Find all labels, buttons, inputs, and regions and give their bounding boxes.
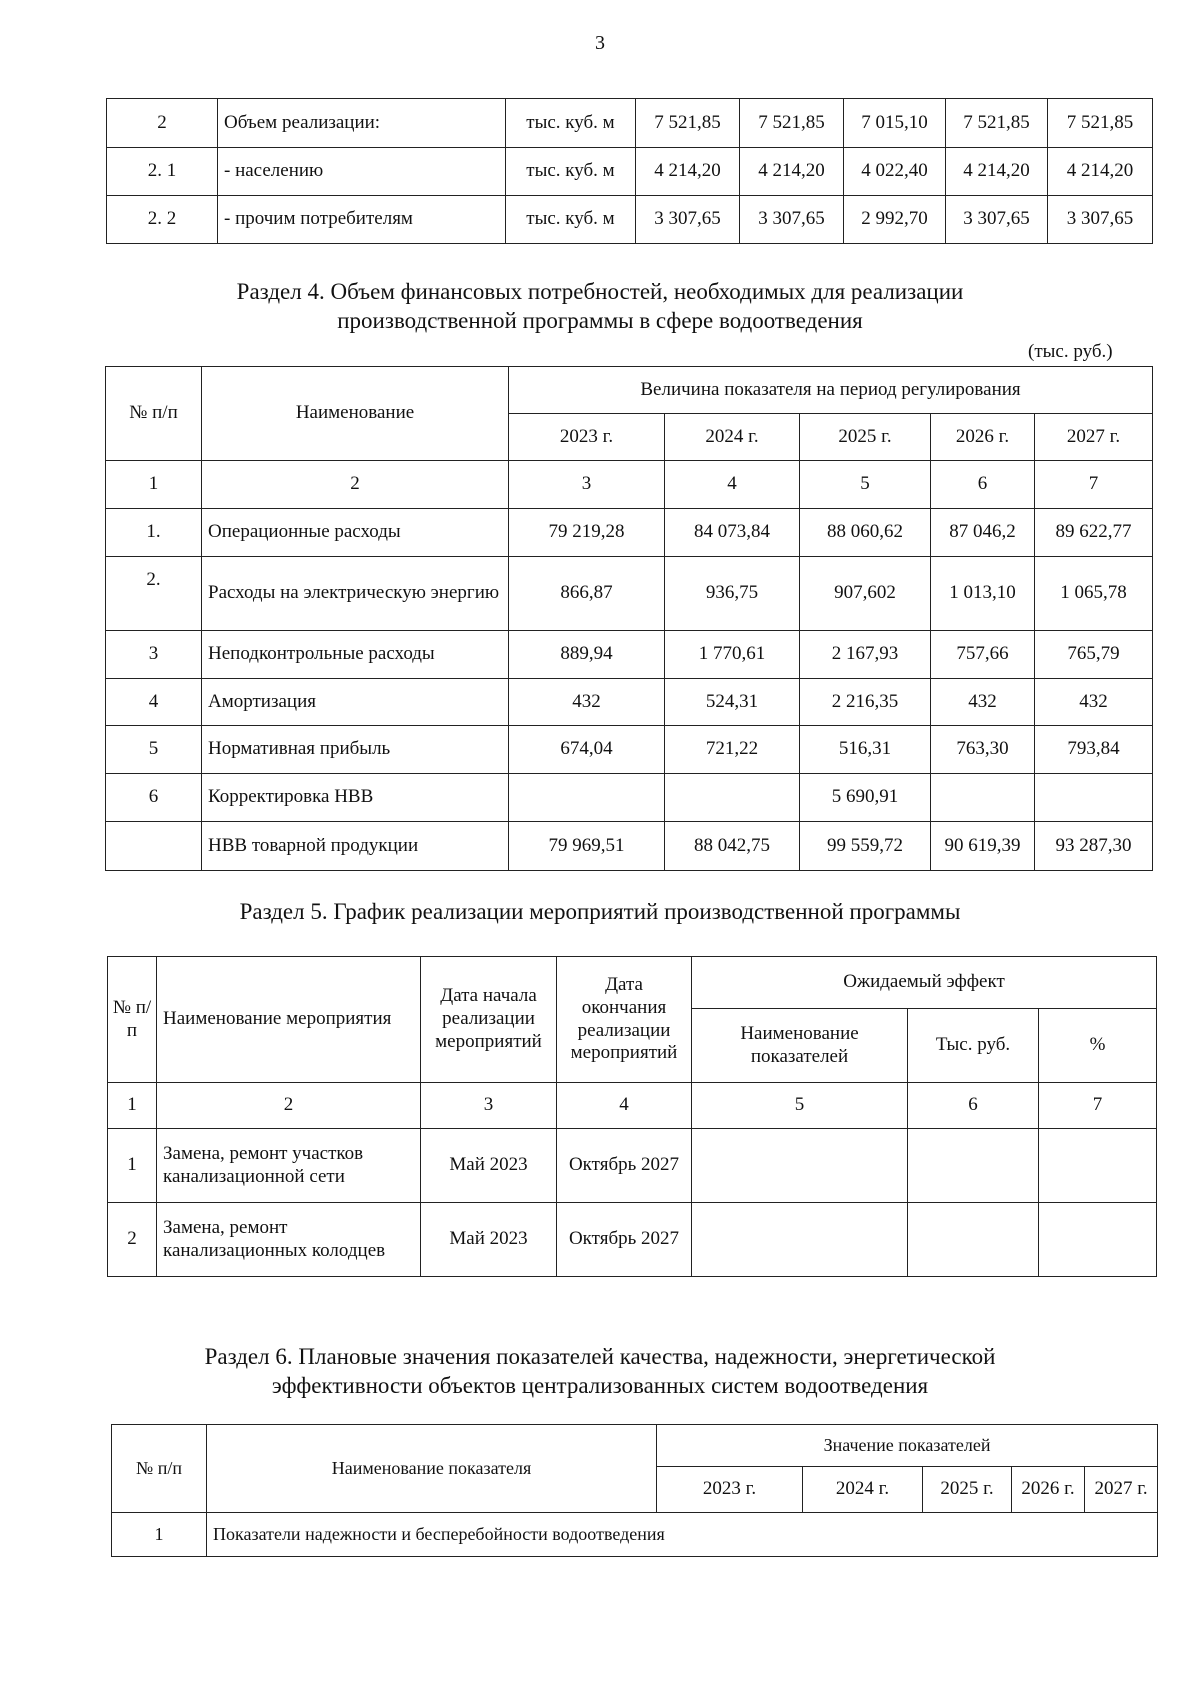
col-number: 5 — [800, 461, 931, 509]
table-col-numbers-row — [108, 1083, 1157, 1129]
cell: 90 619,39 — [931, 822, 1035, 871]
col-number: 6 — [908, 1083, 1039, 1129]
header-year: 2027 г. — [1085, 1467, 1158, 1513]
col-number: 3 — [421, 1083, 557, 1129]
cell: 4 022,40 — [844, 148, 946, 196]
cell: 524,31 — [665, 679, 800, 726]
cell: 4 214,20 — [1048, 148, 1153, 196]
cell: 2 167,93 — [800, 631, 931, 679]
cell: 765,79 — [1035, 631, 1153, 679]
cell: 516,31 — [800, 726, 931, 774]
cell: 1. — [106, 509, 202, 557]
col-number: 5 — [692, 1083, 908, 1129]
table-row — [108, 1129, 1157, 1203]
cell: Май 2023 — [421, 1203, 557, 1277]
table-header-row — [106, 367, 1153, 414]
table-header-row — [108, 957, 1157, 1009]
cell: Май 2023 — [421, 1129, 557, 1203]
cell: - прочим потребителям — [218, 196, 506, 244]
cell: 89 622,77 — [1035, 509, 1153, 557]
cell: 3 307,65 — [1048, 196, 1153, 244]
header-year: 2024 г. — [803, 1467, 923, 1513]
cell: 3 307,65 — [946, 196, 1048, 244]
cell: Амортизация — [202, 679, 509, 726]
page-number: 3 — [595, 32, 605, 54]
col-number: 3 — [509, 461, 665, 509]
table-header-row — [112, 1425, 1158, 1467]
cell: Объем реализации: — [218, 99, 506, 148]
section5-title: Раздел 5. График реализации мероприятий производственной программы — [239, 899, 961, 924]
header-percent: % — [1039, 1009, 1157, 1083]
cell: Операционные расходы — [202, 509, 509, 557]
cell: 1 770,61 — [665, 631, 800, 679]
col-number: 2 — [202, 461, 509, 509]
cell: 88 042,75 — [665, 822, 800, 871]
col-number: 7 — [1039, 1083, 1157, 1129]
section4-title — [0, 277, 1200, 335]
cell: 889,94 — [509, 631, 665, 679]
header-num: № п/п — [112, 1425, 207, 1513]
cell: 7 015,10 — [844, 99, 946, 148]
table-col-numbers-row — [106, 461, 1153, 509]
cell: 907,602 — [800, 557, 931, 631]
cell: 763,30 — [931, 726, 1035, 774]
cell: 432 — [1035, 679, 1153, 726]
cell: 866,87 — [509, 557, 665, 631]
cell: 2 216,35 — [800, 679, 931, 726]
cell: Октябрь 2027 — [557, 1203, 692, 1277]
col-number: 4 — [665, 461, 800, 509]
cell — [1035, 774, 1153, 822]
header-num: № п/п — [106, 367, 202, 461]
section5-table — [107, 956, 1157, 1277]
header-year: 2025 г. — [800, 414, 931, 461]
cell: НВВ товарной продукции — [202, 822, 509, 871]
cell: Нормативная прибыль — [202, 726, 509, 774]
cell: 3 307,65 — [636, 196, 740, 244]
cell: тыс. куб. м — [506, 196, 636, 244]
header-name: Наименование мероприятия — [157, 957, 421, 1083]
cell: 5 690,91 — [800, 774, 931, 822]
cell: 7 521,85 — [740, 99, 844, 148]
cell: Неподконтрольные расходы — [202, 631, 509, 679]
cell: 3 — [106, 631, 202, 679]
section6-table — [111, 1424, 1158, 1557]
header-num: № п/п — [108, 957, 157, 1083]
table-row — [112, 1513, 1158, 1557]
section4-unit-note: (тыс. руб.) — [1028, 341, 1113, 362]
table-row — [106, 726, 1153, 774]
cell: 2 — [108, 1203, 157, 1277]
header-year: 2026 г. — [931, 414, 1035, 461]
cell: Расходы на электрическую энергию — [202, 557, 509, 631]
cell: Корректировка НВВ — [202, 774, 509, 822]
table-row — [108, 1203, 1157, 1277]
cell: Замена, ремонт участков канализационной сети — [157, 1129, 421, 1203]
cell: 2 — [107, 99, 218, 148]
table-row — [106, 509, 1153, 557]
header-year: 2023 г. — [657, 1467, 803, 1513]
cell: 99 559,72 — [800, 822, 931, 871]
section6-title-line2: эффективности объектов централизованных систем водоотведения — [271, 1373, 929, 1398]
cell: 79 219,28 — [509, 509, 665, 557]
cell: 93 287,30 — [1035, 822, 1153, 871]
cell: 1 — [108, 1129, 157, 1203]
cell: 4 214,20 — [636, 148, 740, 196]
header-effect: Ожидаемый эффект — [692, 957, 1157, 1009]
cell-empty — [1039, 1129, 1157, 1203]
cell: 2. 2 — [107, 196, 218, 244]
cell: 3 307,65 — [740, 196, 844, 244]
cell: 7 521,85 — [636, 99, 740, 148]
table-row — [106, 679, 1153, 726]
cell — [931, 774, 1035, 822]
header-year: 2027 г. — [1035, 414, 1153, 461]
table-row — [107, 196, 1153, 244]
header-thousand-rub: Тыс. руб. — [908, 1009, 1039, 1083]
header-year: 2025 г. — [923, 1467, 1012, 1513]
cell-empty — [1039, 1203, 1157, 1277]
header-start: Дата начала реализации мероприятий — [421, 957, 557, 1083]
header-name: Наименование — [202, 367, 509, 461]
header-values: Значение показателей — [657, 1425, 1158, 1467]
cell: 1 — [112, 1513, 207, 1557]
section6-title-line1: Раздел 6. Плановые значения показателей качества, надежности, энергетической — [204, 1344, 996, 1369]
cell: 793,84 — [1035, 726, 1153, 774]
cell: 4 — [106, 679, 202, 726]
col-number: 6 — [931, 461, 1035, 509]
cell: 84 073,84 — [665, 509, 800, 557]
cell: Октябрь 2027 — [557, 1129, 692, 1203]
cell: 721,22 — [665, 726, 800, 774]
cell: Замена, ремонт канализационных колодцев — [157, 1203, 421, 1277]
table-row — [106, 557, 1153, 631]
cell — [106, 822, 202, 871]
cell: 432 — [509, 679, 665, 726]
cell-empty — [908, 1203, 1039, 1277]
table-row — [107, 99, 1153, 148]
cell: 1 013,10 — [931, 557, 1035, 631]
table-row-total — [106, 822, 1153, 871]
cell: 5 — [106, 726, 202, 774]
section4-title-line1: Раздел 4. Объем финансовых потребностей, необходимых для реализации — [236, 279, 964, 304]
header-name: Наименование показателя — [207, 1425, 657, 1513]
section4-title-line2: производственной программы в сфере водоотведения — [337, 308, 863, 333]
cell: 674,04 — [509, 726, 665, 774]
cell: 2. — [106, 557, 202, 631]
cell: 4 214,20 — [740, 148, 844, 196]
cell: 936,75 — [665, 557, 800, 631]
cell-empty — [908, 1129, 1039, 1203]
cell: Показатели надежности и бесперебойности водоотведения — [207, 1513, 1158, 1557]
cell: 432 — [931, 679, 1035, 726]
header-year: 2026 г. — [1012, 1467, 1085, 1513]
cell: 1 065,78 — [1035, 557, 1153, 631]
cell-empty — [692, 1203, 908, 1277]
cell — [509, 774, 665, 822]
cell: 87 046,2 — [931, 509, 1035, 557]
cell: 6 — [106, 774, 202, 822]
cell: 2. 1 — [107, 148, 218, 196]
header-indicators: Наименование показателей — [692, 1009, 908, 1083]
cell: 79 969,51 — [509, 822, 665, 871]
table-row — [106, 631, 1153, 679]
table-row — [106, 774, 1153, 822]
cell: 2 992,70 — [844, 196, 946, 244]
col-number: 2 — [157, 1083, 421, 1129]
cell: тыс. куб. м — [506, 148, 636, 196]
col-number: 4 — [557, 1083, 692, 1129]
header-year: 2024 г. — [665, 414, 800, 461]
cell: тыс. куб. м — [506, 99, 636, 148]
header-year: 2023 г. — [509, 414, 665, 461]
cell: - населению — [218, 148, 506, 196]
table-row — [107, 148, 1153, 196]
col-number: 7 — [1035, 461, 1153, 509]
header-period: Величина показателя на период регулирования — [509, 367, 1153, 414]
volume-table — [106, 98, 1153, 244]
cell: 7 521,85 — [946, 99, 1048, 148]
cell — [665, 774, 800, 822]
header-end: Дата окончания реализации мероприятий — [557, 957, 692, 1083]
col-number: 1 — [106, 461, 202, 509]
cell: 88 060,62 — [800, 509, 931, 557]
cell: 757,66 — [931, 631, 1035, 679]
section4-table — [105, 366, 1153, 871]
cell: 7 521,85 — [1048, 99, 1153, 148]
cell-empty — [692, 1129, 908, 1203]
cell: 4 214,20 — [946, 148, 1048, 196]
col-number: 1 — [108, 1083, 157, 1129]
section6-title — [0, 1342, 1200, 1400]
